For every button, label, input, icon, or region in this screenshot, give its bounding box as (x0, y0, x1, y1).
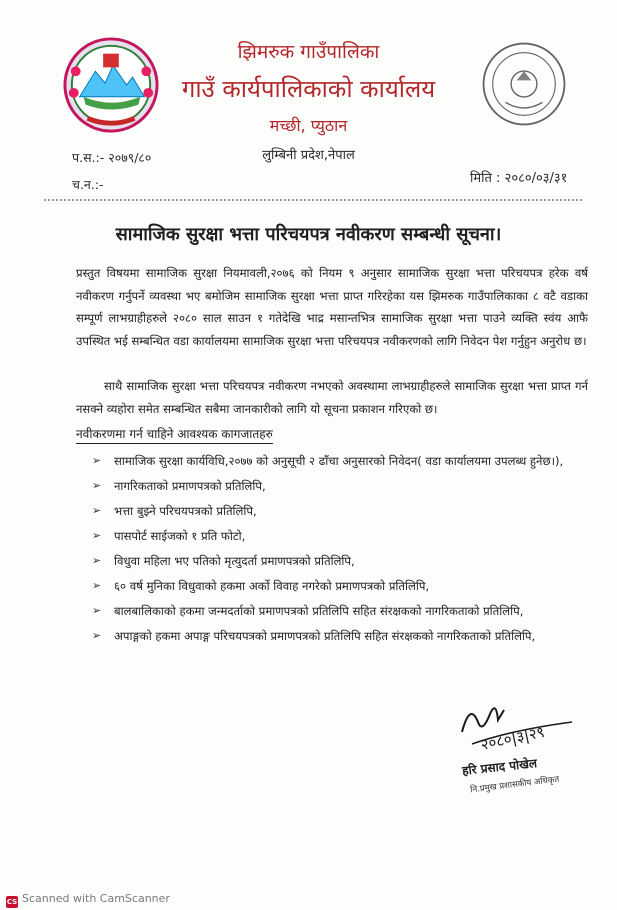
arrow-bullet-icon: ➢ (92, 554, 102, 567)
handwritten-signature-icon (452, 692, 586, 754)
list-item: ➢ नागरिकताको प्रमाणपत्रको प्रतिलिपि, (92, 475, 572, 497)
signatory-title: नि.प्रमुख प्रशासकीय अधिकृत (469, 774, 560, 796)
list-item: ➢ विधुवा महिला भए पतिको मृत्युदर्ता प्रमाणपत्रको प्रतिलिपि, (92, 550, 572, 572)
arrow-bullet-icon: ➢ (92, 454, 102, 467)
signatory-name: हरि प्रसाद पोखेल (461, 756, 538, 778)
body-paragraph-1: प्रस्तुत विषयमा सामाजिक सुरक्षा नियमावली,२०७६ को नियम ९ अनुसार सामाजिक सुरक्षा भत्ता परिचयपत्र हरेक वर्ष नवीकरण गर्नुपर्ने व्यवस्था भए बमोजिम सामाजिक सुरक्षा भत्ता प्राप्त गरिरहेका यस झिमरुक गाउँपालिकाका ८ वटै वडाका सम्पूर्ण लाभग्राहीहरुले २०८० साल साउन १ गतेदेखि भाद्र मसान्तभित्र सामाजिक सुरक्षा भत्ता पाउने व्यक्ति स्वंय आफै उपस्थित भई सम्बन्धित वडा कार्यालयमा सामाजिक सुरक्षा भत्ता परिचयपत्र नवीकरणको लागि निवेदन पेश गर्नुहुन अनुरोध छ। (76, 266, 588, 348)
list-item: ➢ सामाजिक सुरक्षा कार्यविधि,२०७७ को अनुसूची २ ढाँचा अनुसारको निवेदन( वडा कार्यालयमा उपलब्ध हुनेछ।), (92, 450, 572, 472)
office-name: गाउँ कार्यपालिकाको कार्यालय (181, 75, 436, 103)
documents-list (92, 450, 572, 650)
arrow-bullet-icon: ➢ (92, 504, 102, 517)
list-item: ➢ अपाङ्गको हकमा अपाङ्ग परिचयपत्रको प्रमाणपत्रको प्रतिलिपि सहित संरक्षकको नागरिकताको प्रतिलिपि, (92, 625, 572, 647)
arrow-bullet-icon: ➢ (92, 529, 102, 542)
body-paragraph-2: साथै सामाजिक सुरक्षा भत्ता परिचयपत्र नवीकरण नभएको अवस्थामा लाभग्राहीहरुले सामाजिक सुरक्षा भत्ता प्राप्त गर्न नसक्ने व्यहोरा समेत सम्बन्धित सबैमा जानकारीको लागि यो सूचना प्रकाशन गरिएको छ। (76, 379, 588, 416)
svg-text:२०८०|३|२९: २०८०|३|२९ (479, 722, 547, 754)
arrow-bullet-icon: ➢ (92, 604, 102, 617)
office-address: मच्छी, प्युठान (269, 116, 348, 135)
arrow-bullet-icon: ➢ (92, 629, 102, 642)
arrow-bullet-icon: ➢ (92, 579, 102, 592)
documents-heading: नवीकरणमा गर्न चाहिने आवश्यक कागजातहरु (76, 425, 273, 444)
list-item: ➢ भत्ता बुझ्ने परिचयपत्रको प्रतिलिपि, (92, 500, 572, 522)
list-item: ➢ पासपोर्ट साईजको १ प्रति फोटो, (92, 525, 572, 547)
province-country: लुम्बिनी प्रदेश,नेपाल (262, 148, 355, 163)
camscanner-icon: CS (6, 898, 18, 906)
list-item: ➢ बालबालिकाको हकमा जन्मदर्ताको प्रमाणपत्रको प्रतिलिपि सहित संरक्षकको नागरिकताको प्रतिलिपि, (92, 600, 572, 622)
scanner-watermark: CS Scanned with CamScanner (6, 892, 170, 906)
notice-subject: सामाजिक सुरक्षा भत्ता परिचयपत्र नवीकरण सम्बन्धी सूचना। (115, 224, 502, 245)
list-item: ➢ ६० वर्ष मुनिका विधुवाको हकमा अर्को विवाह नगरेको प्रमाणपत्रको प्रतिलिपि, (92, 575, 572, 597)
arrow-bullet-icon: ➢ (92, 479, 102, 492)
letter-date: मिति : २०८०/०३/३१ (470, 171, 568, 186)
municipality-name: झिमरुक गाउँपालिका (237, 41, 380, 63)
header-divider (44, 199, 582, 201)
dispatch-number: च.न.:- (72, 177, 104, 192)
letter-reference-number: प.स.:- २०७९/८० (72, 150, 152, 165)
